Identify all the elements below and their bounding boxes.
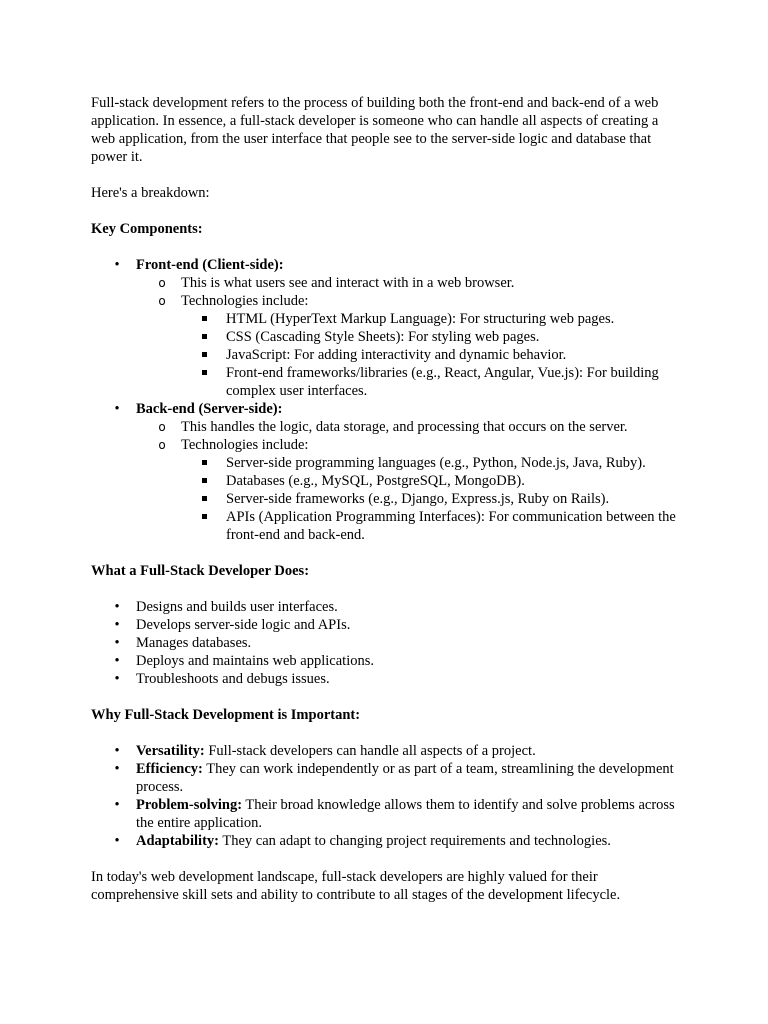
- list-item-front-end: [91, 256, 681, 400]
- square-bullet-icon: [202, 478, 207, 483]
- list-item-text: Manages databases.: [136, 635, 252, 651]
- list-item: [136, 274, 681, 292]
- circle-bullet-icon: o: [158, 438, 166, 452]
- why-important-list: [91, 742, 681, 850]
- back-end-tech-list: [181, 454, 681, 544]
- front-end-tech-list: [181, 310, 681, 400]
- what-does-heading: What a Full-Stack Developer Does:: [91, 563, 310, 579]
- back-end-title: Back-end (Server-side):: [136, 401, 283, 417]
- term-versatility: Versatility:: [136, 743, 205, 759]
- tech-item-apis: APIs (Application Programming Interfaces): For communication between the front-end and back-end.: [226, 509, 676, 543]
- list-item-text: Designs and builds user interfaces.: [136, 599, 338, 615]
- list-item: [181, 364, 681, 400]
- what-does-list: [91, 598, 681, 688]
- bullet-icon: •: [114, 833, 120, 849]
- list-item: [181, 346, 681, 364]
- circle-bullet-icon: o: [158, 294, 166, 308]
- conclusion-paragraph: In today's web development landscape, full-stack developers are highly valued for their comprehensive skill sets and ability to contribute to all stages of the development lifecycle.: [91, 869, 621, 903]
- list-item: [136, 418, 681, 436]
- list-item-text: Troubleshoots and debugs issues.: [136, 671, 330, 687]
- bullet-icon: •: [114, 743, 120, 759]
- tech-item-css: CSS (Cascading Style Sheets): For styling web pages.: [226, 329, 540, 345]
- bullet-icon: •: [114, 671, 120, 687]
- list-item: [91, 634, 681, 652]
- bullet-icon: •: [114, 653, 120, 669]
- back-end-description: This handles the logic, data storage, and processing that occurs on the server.: [181, 419, 628, 435]
- bullet-icon: •: [114, 401, 120, 417]
- tech-item-html: HTML (HyperText Markup Language): For structuring web pages.: [226, 311, 615, 327]
- list-item: [91, 652, 681, 670]
- list-item: [181, 508, 681, 544]
- circle-bullet-icon: o: [158, 276, 166, 290]
- bullet-icon: •: [114, 797, 120, 813]
- breakdown-text: Here's a breakdown:: [91, 185, 210, 201]
- tech-item-databases: Databases (e.g., MySQL, PostgreSQL, MongoDB).: [226, 473, 525, 489]
- list-item: [91, 598, 681, 616]
- list-item: [181, 310, 681, 328]
- list-item: [91, 796, 681, 832]
- list-item: [136, 436, 681, 544]
- term-description: They can work independently or as part of a team, streamlining the development process.: [136, 761, 674, 795]
- back-end-tech-label: Technologies include:: [181, 437, 309, 453]
- front-end-title: Front-end (Client-side):: [136, 257, 284, 273]
- list-item: [91, 760, 681, 796]
- square-bullet-icon: [202, 496, 207, 501]
- bullet-icon: •: [114, 635, 120, 651]
- why-important-heading: Why Full-Stack Development is Important:: [91, 707, 361, 723]
- list-item: [91, 742, 681, 760]
- square-bullet-icon: [202, 370, 207, 375]
- bullet-icon: •: [114, 761, 120, 777]
- tech-item-javascript: JavaScript: For adding interactivity and dynamic behavior.: [226, 347, 567, 363]
- square-bullet-icon: [202, 352, 207, 357]
- front-end-tech-label: Technologies include:: [181, 293, 309, 309]
- list-item-text: Develops server-side logic and APIs.: [136, 617, 351, 633]
- square-bullet-icon: [202, 514, 207, 519]
- square-bullet-icon: [202, 334, 207, 339]
- tech-item-frameworks: Front-end frameworks/libraries (e.g., React, Angular, Vue.js): For building complex user interfaces.: [226, 365, 659, 399]
- list-item-back-end: [91, 400, 681, 544]
- term-description: Their broad knowledge allows them to identify and solve problems across the entire application.: [136, 797, 675, 831]
- front-end-sublist: [136, 274, 681, 400]
- bullet-icon: •: [114, 599, 120, 615]
- tech-item-languages: Server-side programming languages (e.g., Python, Node.js, Java, Ruby).: [226, 455, 646, 471]
- list-item: [181, 472, 681, 490]
- key-components-list: [91, 256, 681, 544]
- square-bullet-icon: [202, 460, 207, 465]
- intro-paragraph: Full-stack development refers to the process of building both the front-end and back-end of a web application. In essence, a full-stack developer is someone who can handle all aspects of creating a web application, from the user interface that people see to the server-side logic and database that power it.: [91, 95, 659, 165]
- circle-bullet-icon: o: [158, 420, 166, 434]
- term-efficiency: Efficiency:: [136, 761, 203, 777]
- square-bullet-icon: [202, 316, 207, 321]
- tech-item-server-frameworks: Server-side frameworks (e.g., Django, Express.js, Ruby on Rails).: [226, 491, 610, 507]
- key-components-heading: Key Components:: [91, 221, 203, 237]
- list-item: [136, 292, 681, 400]
- term-description: Full-stack developers can handle all aspects of a project.: [204, 743, 536, 759]
- list-item: [181, 490, 681, 508]
- bullet-icon: •: [114, 257, 120, 273]
- document-page: [91, 94, 681, 904]
- term-description: They can adapt to changing project requirements and technologies.: [219, 833, 611, 849]
- list-item: [91, 832, 681, 850]
- list-item: [181, 328, 681, 346]
- list-item: [91, 616, 681, 634]
- list-item: [91, 670, 681, 688]
- bullet-icon: •: [114, 617, 120, 633]
- front-end-description: This is what users see and interact with in a web browser.: [181, 275, 515, 291]
- list-item: [181, 454, 681, 472]
- list-item-text: Deploys and maintains web applications.: [136, 653, 374, 669]
- term-adaptability: Adaptability:: [136, 833, 219, 849]
- term-problem-solving: Problem-solving:: [136, 797, 243, 813]
- back-end-sublist: [136, 418, 681, 544]
